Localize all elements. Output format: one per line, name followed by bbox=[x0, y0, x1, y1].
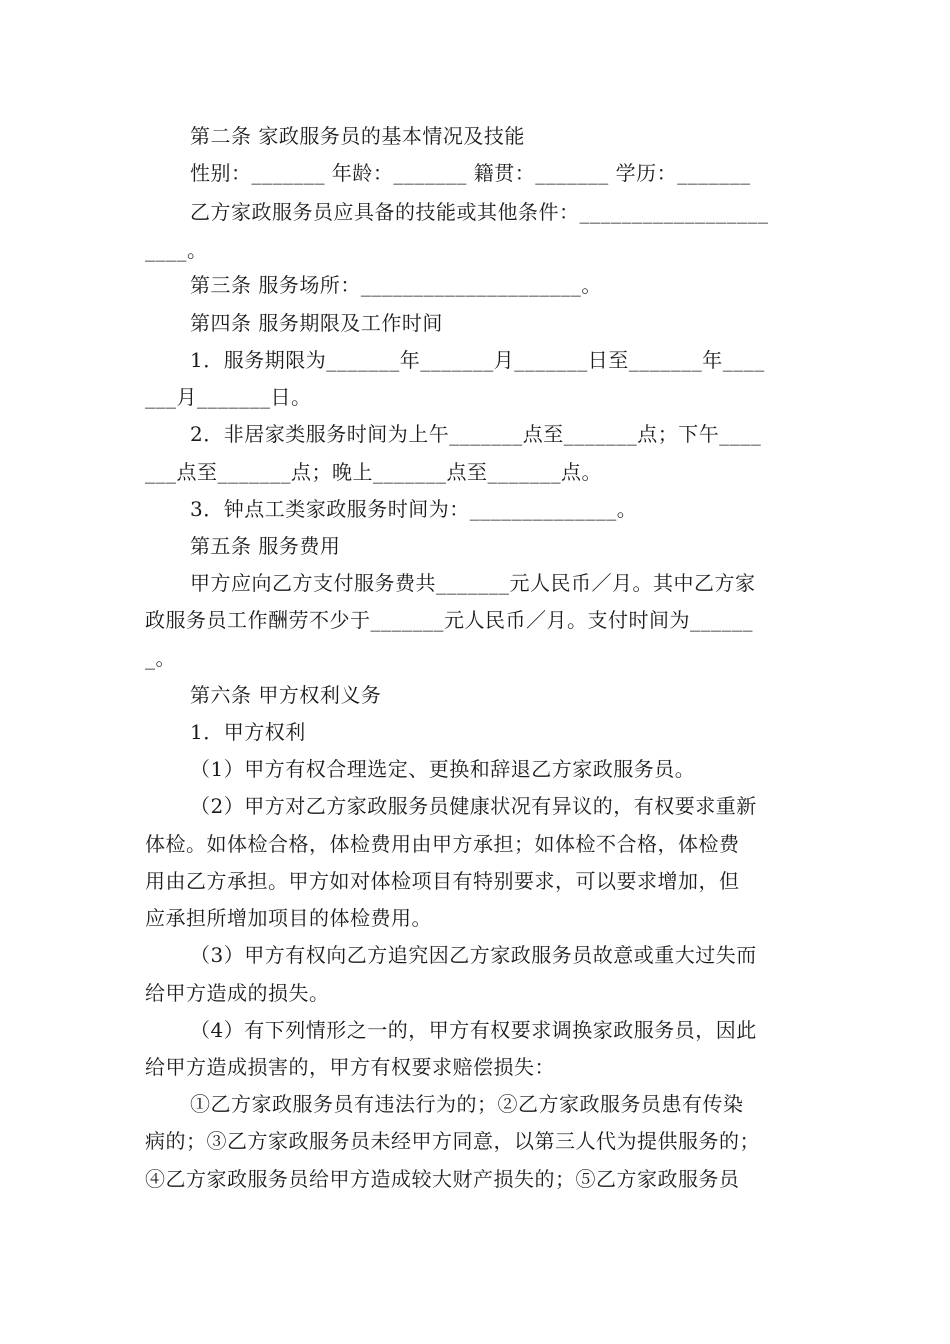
text-line: ____。 bbox=[145, 238, 208, 262]
text-line: ___月_______日。 bbox=[145, 385, 312, 409]
text-line: 乙方家政服务员应具备的技能或其他条件：__________________ bbox=[190, 200, 769, 224]
text-line: 应承担所增加项目的体检费用。 bbox=[145, 906, 432, 930]
text-line: ①乙方家政服务员有违法行为的；②乙方家政服务员患有传染 bbox=[190, 1092, 744, 1116]
text-line: 给甲方造成损害的，甲方有权要求赔偿损失： bbox=[145, 1055, 555, 1079]
text-line: 甲方应向乙方支付服务费共_______元人民币／月。其中乙方家 bbox=[190, 571, 756, 595]
text-line: （2）甲方对乙方家政服务员健康状况有异议的，有权要求重新 bbox=[190, 794, 757, 818]
text-line: 给甲方造成的损失。 bbox=[145, 981, 330, 1005]
article-6-heading: 第六条 甲方权利义务 bbox=[190, 683, 382, 707]
text-line: _。 bbox=[145, 646, 176, 670]
text-line: 用由乙方承担。甲方如对体检项目有特别要求，可以要求增加，但 bbox=[145, 869, 740, 893]
text-line: ④乙方家政服务员给甲方造成较大财产损失的；⑤乙方家政服务员 bbox=[145, 1167, 740, 1191]
text-line: 2．非居家类服务时间为上午_______点至_______点；下午____ bbox=[190, 422, 762, 446]
text-line: 病的；③乙方家政服务员未经甲方同意，以第三人代为提供服务的； bbox=[145, 1129, 760, 1153]
article-3-heading: 第三条 服务场所：_____________________。 bbox=[190, 273, 602, 297]
text-line: 体检。如体检合格，体检费用由甲方承担；如体检不合格，体检费 bbox=[145, 832, 740, 856]
worker-basic-info-line: 性别：_______ 年龄：_______ 籍贯：_______ 学历：_______ bbox=[190, 161, 751, 185]
text-line: 1．服务期限为_______年_______月_______日至_______年____ bbox=[190, 348, 765, 372]
text-line: 政服务员工作酬劳不少于_______元人民币／月。支付时间为______ bbox=[145, 608, 753, 632]
text-line: 1．甲方权利 bbox=[190, 720, 306, 744]
text-line: 3．钟点工类家政服务时间为：______________。 bbox=[190, 497, 638, 521]
article-5-heading: 第五条 服务费用 bbox=[190, 534, 341, 558]
text-line: （1）甲方有权合理选定、更换和辞退乙方家政服务员。 bbox=[190, 757, 696, 781]
text-line: （4）有下列情形之一的，甲方有权要求调换家政服务员，因此 bbox=[190, 1018, 757, 1042]
article-2-heading: 第二条 家政服务员的基本情况及技能 bbox=[190, 124, 525, 148]
article-4-heading: 第四条 服务期限及工作时间 bbox=[190, 311, 443, 335]
text-line: （3）甲方有权向乙方追究因乙方家政服务员故意或重大过失而 bbox=[190, 943, 757, 967]
text-line: ___点至_______点；晚上_______点至_______点。 bbox=[145, 460, 602, 484]
